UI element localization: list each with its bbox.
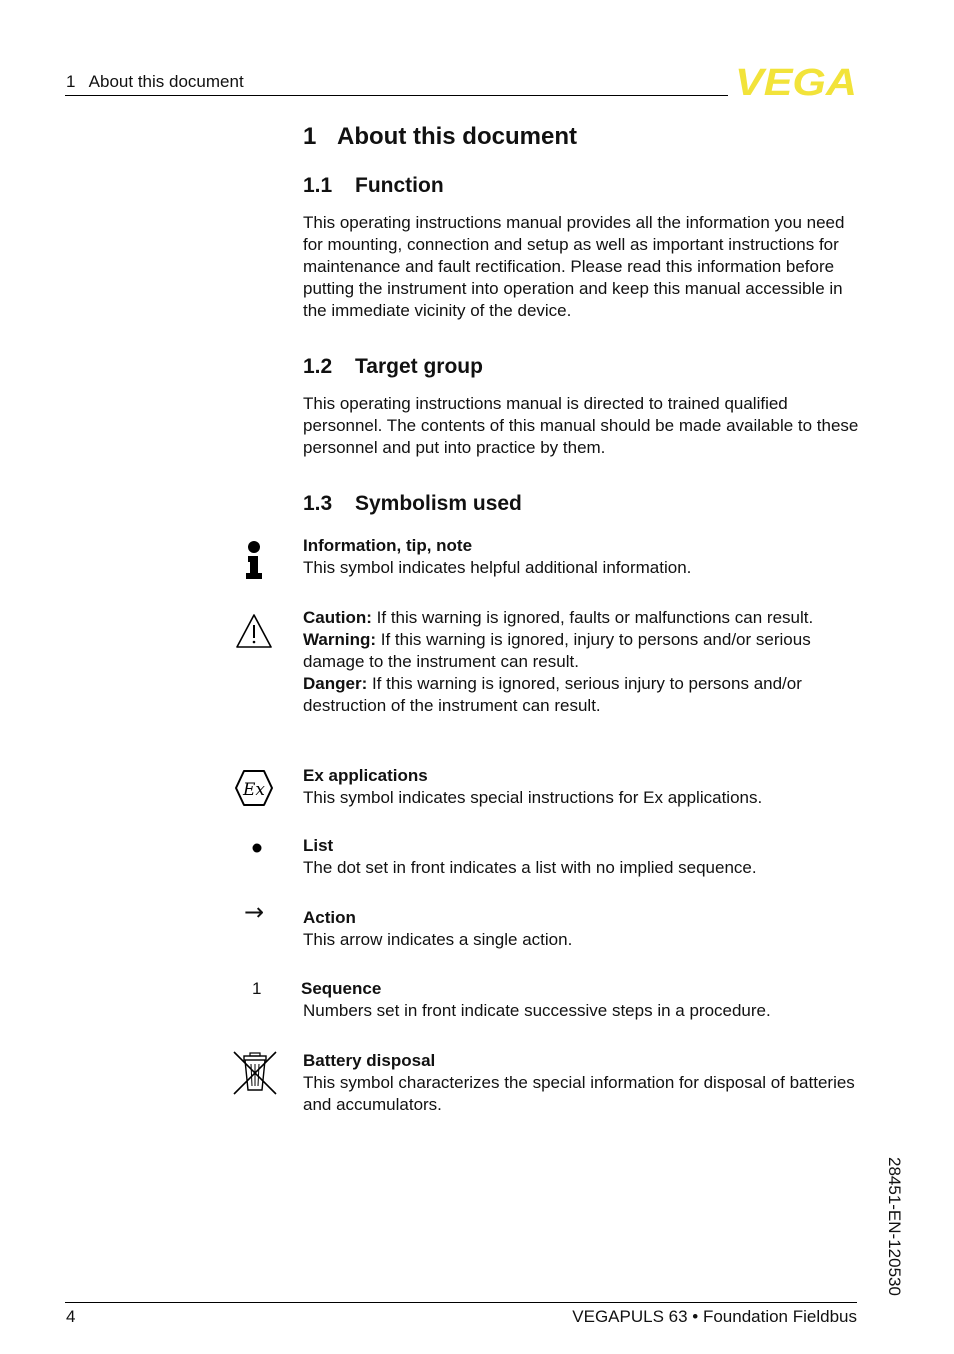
section-heading-function: [303, 174, 444, 198]
section-number: 1.1: [303, 174, 333, 197]
caution-label: Caution:: [303, 608, 372, 627]
danger-label: Danger:: [303, 674, 368, 693]
arrow-right-icon: →: [244, 898, 265, 926]
warning-line: [303, 629, 853, 673]
danger-text: If this warning is ignored, serious injury to persons and/or destruction of the instrument can result.: [303, 674, 807, 715]
svg-text:Ex: Ex: [243, 780, 265, 800]
action-text: This arrow indicates a single action.: [303, 930, 573, 949]
chapter-title: [303, 123, 577, 151]
header-rule: [65, 95, 728, 96]
warning-triangle-icon: [235, 613, 273, 654]
bullet-icon: [252, 840, 262, 858]
section-title: Target group: [355, 355, 483, 378]
list-title: List: [303, 836, 334, 855]
info-icon: [244, 540, 266, 585]
sequence-entry: [301, 978, 861, 1022]
warning-text: If this warning is ignored, injury to persons and/or serious damage to the instrument can result.: [303, 630, 816, 671]
sequence-marker: 1: [252, 979, 262, 998]
caution-line: [303, 607, 853, 629]
info-title: Information, tip, note: [303, 536, 473, 555]
info-entry: [303, 535, 863, 579]
section-number: 1.2: [303, 355, 333, 378]
section-heading-symbolism: [303, 492, 522, 516]
section-number: 1.3: [303, 492, 333, 515]
list-entry: [303, 835, 863, 879]
page-number: 4: [66, 1307, 76, 1326]
vega-logo: [735, 66, 859, 98]
battery-entry: [303, 1050, 863, 1116]
list-text: The dot set in front indicates a list with no implied sequence.: [303, 858, 757, 877]
target-group-paragraph: This operating instructions manual is directed to trained qualified personnel. The contents of this manual should be made available to these personnel and put into practice by them.: [303, 394, 859, 457]
danger-line: [303, 673, 853, 717]
ex-text: This symbol indicates special instructions for Ex applications.: [303, 788, 763, 807]
chapter-number: 1: [303, 123, 317, 150]
chapter-title-text: About this document: [337, 123, 577, 150]
warning-label: Warning:: [303, 630, 377, 649]
section-title: Symbolism used: [355, 492, 522, 515]
section-heading-target-group: [303, 355, 483, 379]
sequence-text: Numbers set in front indicate successive steps in a procedure.: [303, 1001, 771, 1020]
battery-text: This symbol characterizes the special information for disposal of batteries and accumulators.: [303, 1073, 855, 1114]
caution-text: If this warning is ignored, faults or malfunctions can result.: [371, 608, 814, 627]
battery-title: Battery disposal: [303, 1051, 436, 1070]
action-entry: [303, 907, 863, 951]
sequence-title: Sequence: [301, 979, 382, 998]
ex-title: Ex applications: [303, 766, 428, 785]
running-header: 1 About this document: [66, 72, 244, 91]
function-paragraph: This operating instructions manual provides all the information you need for mounting, connection and setup as well as important instructions for maintenance and fault rectification. Please read this information before putting the instrument into operation and keep this manual accessible in the immediate vicinity of the device.: [303, 213, 845, 320]
svg-text:VEGA: VEGA: [735, 66, 857, 98]
ex-entry: [303, 765, 863, 809]
section-title: Function: [355, 174, 444, 197]
warning-entry: [303, 607, 853, 717]
product-name: VEGAPULS 63 • Foundation Fieldbus: [572, 1307, 857, 1326]
info-text: This symbol indicates helpful additional information.: [303, 558, 692, 577]
ex-hexagon-icon: [234, 769, 274, 812]
document-id: 28451-EN-120530: [885, 1157, 904, 1296]
crossed-bin-icon: [232, 1050, 278, 1101]
action-title: Action: [303, 908, 356, 927]
footer-rule: [65, 1302, 857, 1303]
